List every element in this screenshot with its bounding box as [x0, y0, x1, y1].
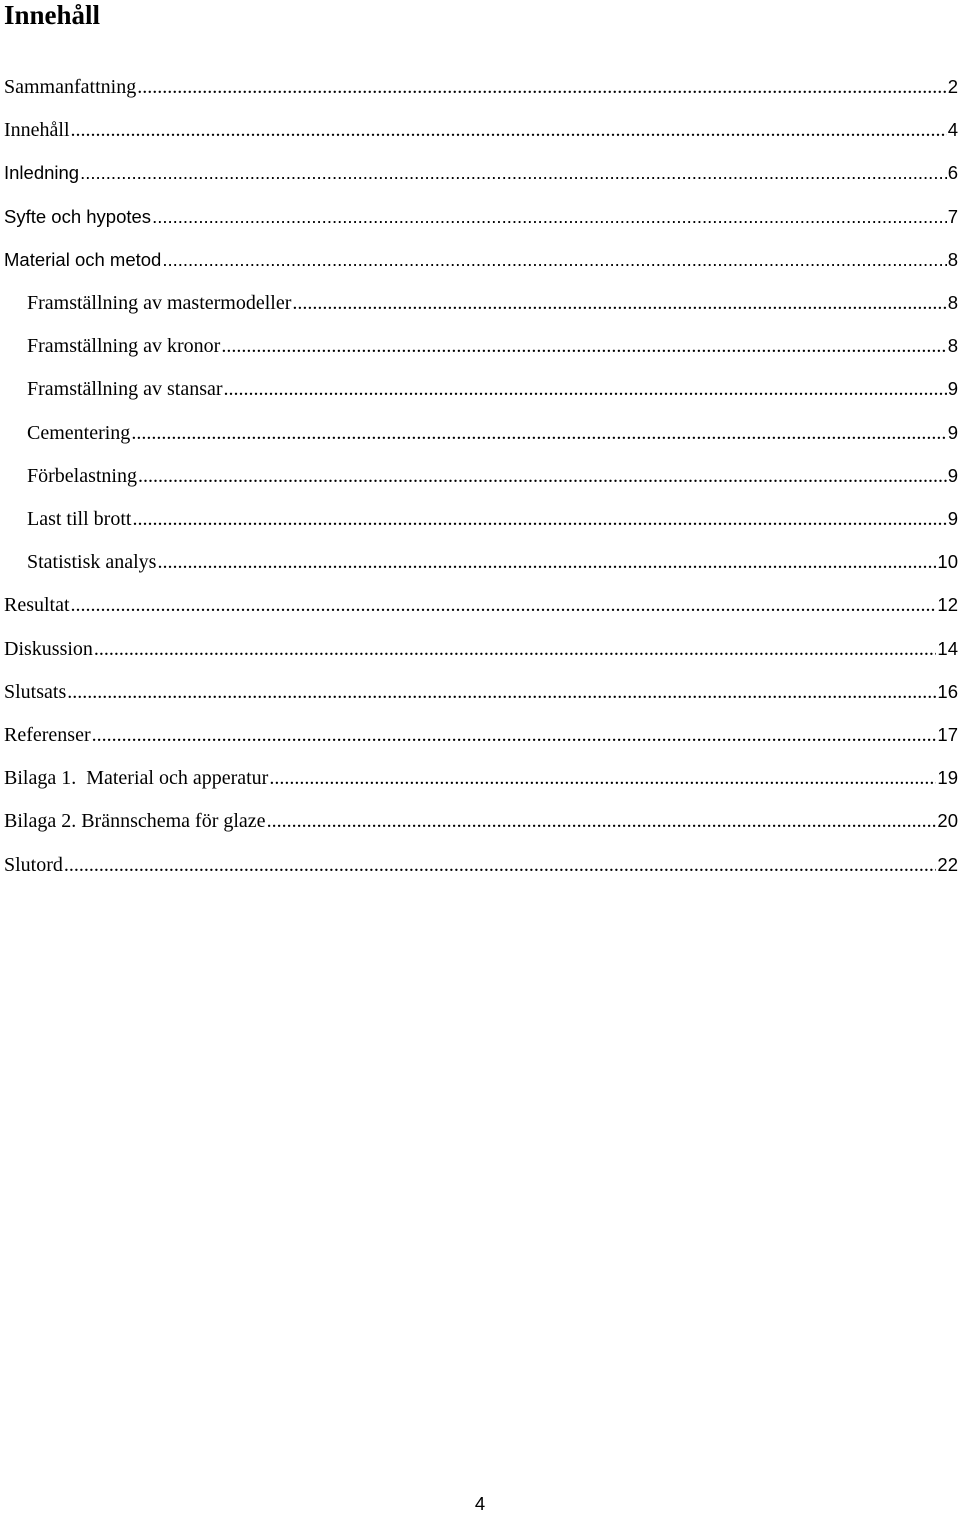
- toc-entry-title: Slutord: [4, 853, 63, 876]
- toc-dot-leader: [64, 850, 937, 880]
- toc-entry-page: 8: [947, 292, 958, 313]
- toc-entry-title: Referenser: [4, 724, 91, 746]
- toc-dot-leader: [132, 504, 946, 534]
- toc-entry-title: Slutsats: [4, 680, 67, 703]
- toc-dot-leader: [92, 720, 937, 750]
- toc-entry[interactable]: [4, 677, 958, 707]
- toc-entry[interactable]: [4, 115, 958, 145]
- toc-entry-page: 9: [947, 421, 958, 443]
- toc-entry-page: 7: [947, 205, 958, 227]
- toc-entry-title: Framställning av mastermodeller: [27, 292, 292, 314]
- toc-entry-page: 4: [947, 119, 958, 141]
- toc-entry-page: 12: [937, 594, 958, 616]
- toc-entry-title: Framställning av stansar: [27, 378, 223, 401]
- toc-entry[interactable]: [4, 590, 958, 620]
- toc-entry-page: 6: [947, 162, 958, 184]
- toc-dot-leader: [71, 590, 937, 620]
- toc-dot-leader: [94, 634, 937, 664]
- toc-entry-page: 2: [947, 76, 958, 97]
- toc-entry-title: Syfte och hypotes: [4, 205, 152, 227]
- toc-entry-title: Last till brott: [27, 508, 132, 530]
- toc-entry-page: 10: [937, 551, 958, 573]
- toc-entry-title: Förbelastning: [27, 464, 137, 487]
- toc-entry-page: 9: [947, 464, 958, 486]
- toc-dot-leader: [292, 288, 946, 318]
- toc-entry-title: Bilaga 1. Material och apperatur: [4, 767, 269, 790]
- toc-entry-title: Cementering: [27, 421, 131, 444]
- toc-entry[interactable]: [27, 374, 958, 404]
- toc-entry-page: 17: [937, 724, 958, 745]
- toc-dot-leader: [162, 245, 946, 275]
- toc-dot-leader: [152, 202, 947, 232]
- toc-entry[interactable]: [4, 245, 958, 275]
- toc-entry[interactable]: [27, 461, 958, 491]
- toc-entry-page: 8: [947, 248, 958, 270]
- toc-entry[interactable]: [4, 634, 958, 664]
- toc-entry[interactable]: [27, 504, 958, 534]
- toc-entry-title: Resultat: [4, 594, 70, 617]
- toc-entry-page: 22: [937, 853, 958, 875]
- toc-entry[interactable]: [4, 72, 958, 102]
- toc-entry-page: 9: [947, 378, 958, 400]
- toc-entry-title: Statistisk analys: [27, 551, 157, 574]
- toc-dot-leader: [267, 806, 937, 836]
- toc-dot-leader: [224, 374, 947, 404]
- toc-entry-title: Bilaga 2. Brännschema för glaze: [4, 810, 266, 833]
- toc-entry-title: Innehåll: [4, 119, 70, 142]
- toc-dot-leader: [137, 72, 947, 102]
- toc-entry[interactable]: [4, 763, 958, 793]
- toc-entry-title: Diskussion: [4, 637, 93, 660]
- toc-dot-leader: [67, 677, 936, 707]
- toc-entry[interactable]: [4, 202, 958, 232]
- toc-entry-page: 19: [937, 767, 958, 789]
- toc-entry-page: 9: [947, 508, 958, 529]
- toc-entry-page: 14: [937, 637, 958, 659]
- toc-entry-title: Sammanfattning: [4, 76, 137, 98]
- toc-entry-title: Inledning: [4, 162, 80, 184]
- toc-entry[interactable]: [27, 331, 958, 361]
- toc-entry[interactable]: [27, 547, 958, 577]
- toc-dot-leader: [131, 418, 946, 448]
- toc-entry[interactable]: [4, 720, 958, 750]
- toc-dot-leader: [269, 763, 936, 793]
- toc-dot-leader: [80, 158, 947, 188]
- toc-dot-leader: [157, 547, 936, 577]
- toc-dot-leader: [71, 115, 947, 145]
- toc-entry[interactable]: [4, 806, 958, 836]
- toc-entry[interactable]: [27, 288, 958, 318]
- page-number: 4: [474, 1493, 486, 1514]
- toc-entry-title: Material och metod: [4, 248, 162, 270]
- toc-heading: Innehåll: [4, 0, 101, 30]
- toc-entry[interactable]: [4, 158, 958, 188]
- toc-entry-page: 20: [937, 810, 958, 832]
- toc-entry-page: 8: [947, 335, 958, 357]
- toc-entry-title: Framställning av kronor: [27, 335, 221, 358]
- toc-dot-leader: [138, 461, 947, 491]
- toc-entry-page: 16: [937, 680, 958, 702]
- toc-entry[interactable]: [27, 418, 958, 448]
- toc-entry[interactable]: [4, 850, 958, 880]
- toc-dot-leader: [221, 331, 946, 361]
